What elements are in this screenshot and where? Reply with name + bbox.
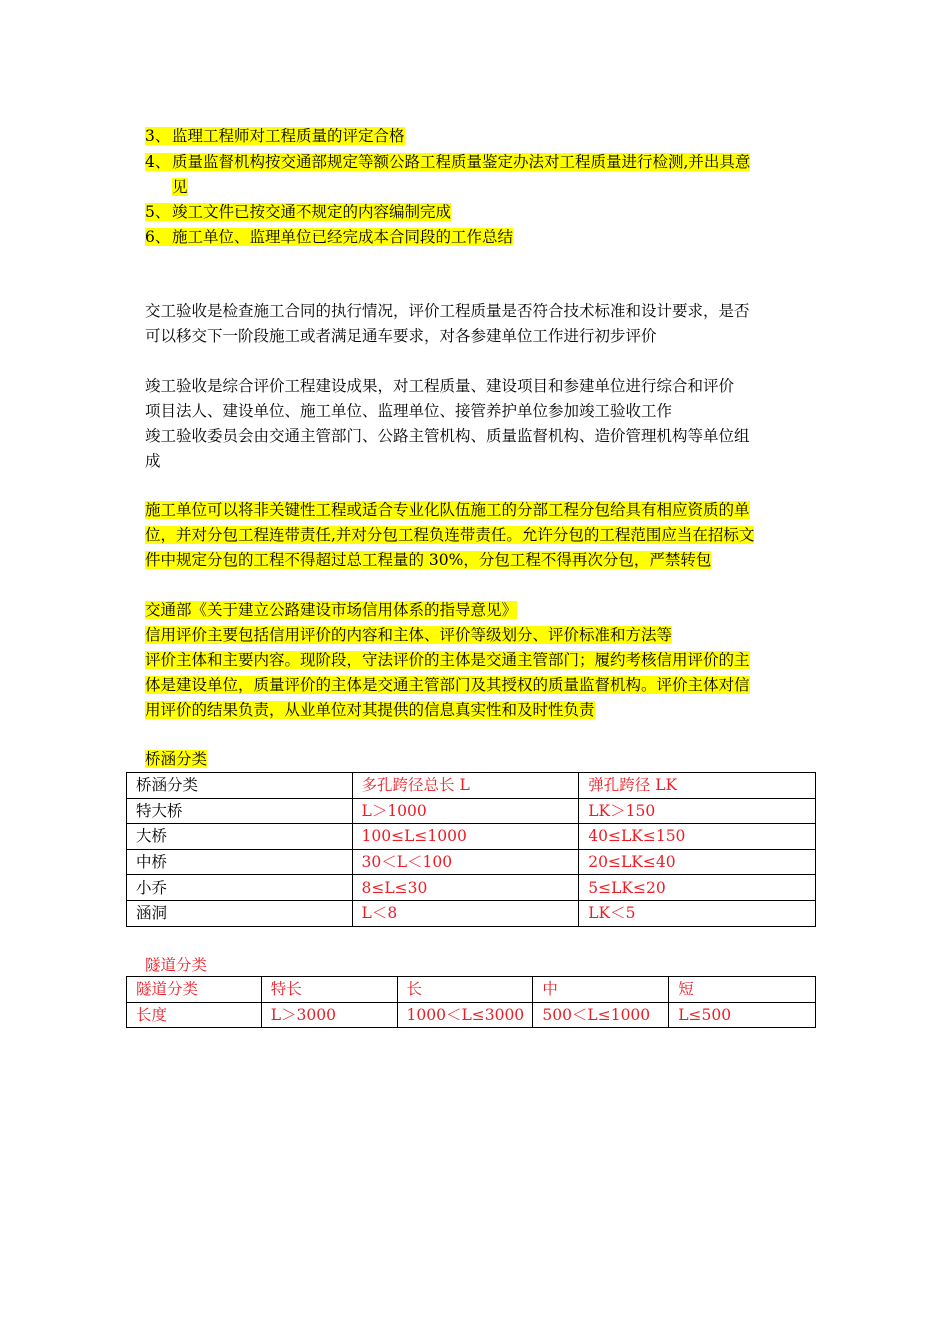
table-cell: 涵洞 xyxy=(127,900,353,926)
list-item: 5、 竣工文件已按交通不规定的内容编制完成 xyxy=(145,203,452,221)
table-row xyxy=(127,900,816,926)
table-cell: L≤500 xyxy=(669,1002,816,1028)
table-cell: 100≤L≤1000 xyxy=(352,824,579,850)
bridge-table-title: 桥涵分类 xyxy=(145,750,208,768)
table-cell: L＜8 xyxy=(352,900,579,926)
subcontract-paragraph-line: 位，并对分包工程连带责任,并对分包工程负连带责任。允许分包的工程范围应当在招标文 xyxy=(145,526,755,544)
table-header-cell: 弹孔跨径 LK xyxy=(579,773,816,799)
table-cell: 中桥 xyxy=(127,849,353,875)
completion-paragraph-line: 项目法人、建设单位、施工单位、监理单位、接管养护单位参加竣工验收工作 xyxy=(145,402,673,420)
table-cell: 1000＜L≤3000 xyxy=(397,1002,533,1028)
table-cell: L＞3000 xyxy=(261,1002,397,1028)
table-cell: 500＜L≤1000 xyxy=(533,1002,669,1028)
tunnel-table-title: 隧道分类 xyxy=(145,956,208,974)
credit-paragraph-line: 评价主体和主要内容。现阶段，守法评价的主体是交通主管部门；履约考核信用评价的主 xyxy=(145,651,750,669)
table-row xyxy=(127,849,816,875)
completion-paragraph-line: 竣工验收委员会由交通主管部门、公路主管机构、质量监督机构、造价管理机构等单位组 xyxy=(145,427,750,445)
subcontract-paragraph-line: 件中规定分包的工程不得超过总工程量的 30%，分包工程不得再次分包，严禁转包 xyxy=(145,551,712,569)
list-item: 3、 监理工程师对工程质量的评定合格 xyxy=(145,127,405,145)
credit-paragraph-line: 信用评价主要包括信用评价的内容和主体、评价等级划分、评价标准和方法等 xyxy=(145,626,673,644)
table-header-cell: 多孔跨径总长 L xyxy=(352,773,579,799)
table-header-cell: 特长 xyxy=(261,977,397,1003)
table-cell: 20≤LK≤40 xyxy=(579,849,816,875)
list-item: 6、 施工单位、监理单位已经完成本合同段的工作总结 xyxy=(145,228,514,246)
table-cell: 40≤LK≤150 xyxy=(579,824,816,850)
table-cell: LK＞150 xyxy=(579,798,816,824)
credit-paragraph-line: 体是建设单位，质量评价的主体是交通主管部门及其授权的质量监督机构。评价主体对信 xyxy=(145,676,750,694)
table-cell: 8≤L≤30 xyxy=(352,875,579,901)
table-header-cell: 长 xyxy=(397,977,533,1003)
handover-paragraph-line: 交工验收是检查施工合同的执行情况，评价工程质量是否符合技术标准和设计要求，是否 xyxy=(145,302,750,320)
table-row xyxy=(127,824,816,850)
table-header-cell: 短 xyxy=(669,977,816,1003)
table-cell: LK＜5 xyxy=(579,900,816,926)
subcontract-paragraph-line: 施工单位可以将非关键性工程或适合专业化队伍施工的分部工程分包给具有相应资质的单 xyxy=(145,501,750,519)
list-item-continuation: 见 xyxy=(172,178,188,196)
table-cell: L＞1000 xyxy=(352,798,579,824)
completion-paragraph-line: 竣工验收是综合评价工程建设成果，对工程质量、建设项目和参建单位进行综合和评价 xyxy=(145,377,735,395)
table-cell: 长度 xyxy=(127,1002,262,1028)
completion-paragraph-line: 成 xyxy=(145,452,161,470)
table-header-row xyxy=(127,977,816,1003)
handover-paragraph-line: 可以移交下一阶段施工或者满足通车要求，对各参建单位工作进行初步评价 xyxy=(145,327,657,345)
table-row xyxy=(127,1002,816,1028)
table-header-row xyxy=(127,773,816,799)
table-row xyxy=(127,875,816,901)
table-header-cell: 桥涵分类 xyxy=(127,773,353,799)
table-row xyxy=(127,798,816,824)
table-header-cell: 隧道分类 xyxy=(127,977,262,1003)
table-cell: 大桥 xyxy=(127,824,353,850)
table-cell: 特大桥 xyxy=(127,798,353,824)
table-cell: 5≤LK≤20 xyxy=(579,875,816,901)
credit-paragraph-line: 用评价的结果负责，从业单位对其提供的信息真实性和及时性负责 xyxy=(145,701,595,719)
tunnel-table xyxy=(126,976,816,1028)
bridge-table xyxy=(126,772,816,927)
table-cell: 30＜L＜100 xyxy=(352,849,579,875)
credit-paragraph-line: 交通部《关于建立公路建设市场信用体系的指导意见》 xyxy=(145,601,518,619)
table-cell: 小乔 xyxy=(127,875,353,901)
table-header-cell: 中 xyxy=(533,977,669,1003)
list-item: 4、 质量监督机构按交通部规定等额公路工程质量鉴定办法对工程质量进行检测,并出具意 xyxy=(145,153,751,171)
